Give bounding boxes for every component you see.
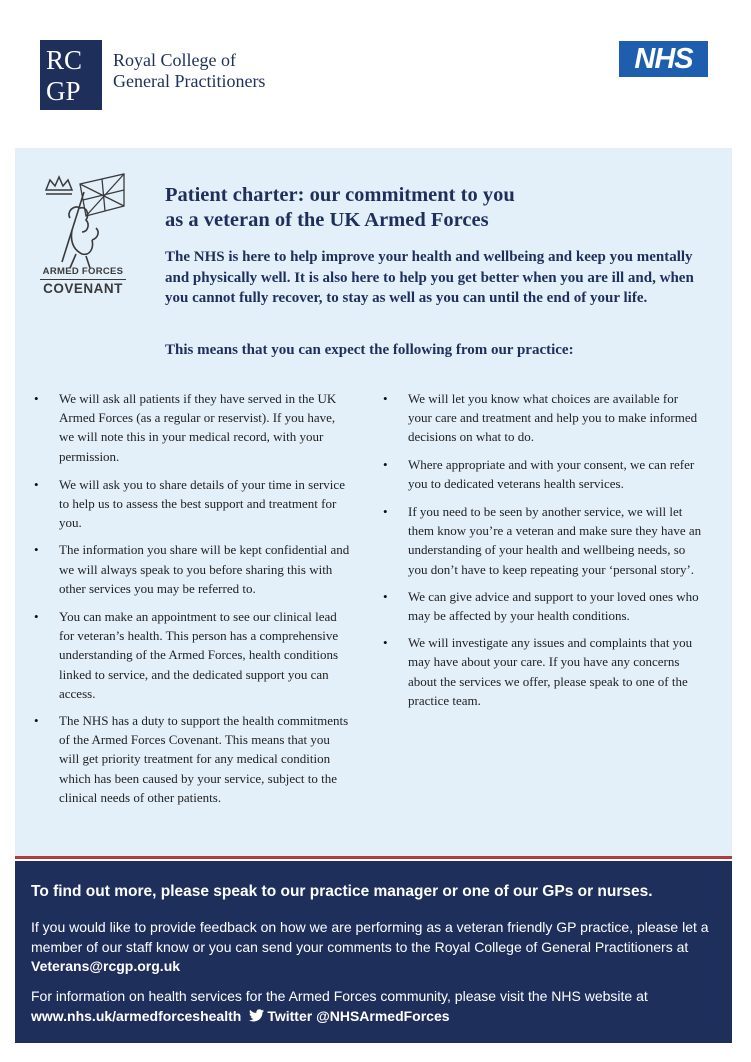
intro-paragraph: The NHS is here to help improve your health and wellbeing and keep you mentally and physically well. It is also here to help you get better when you are ill and, when you cannot fully recover, to stay as well as you can until the end of your life. xyxy=(165,249,694,306)
rcgp-name-line2: General Practitioners xyxy=(113,71,266,91)
rcgp-logo-line2: GP xyxy=(46,76,81,106)
footer-info-paragraph xyxy=(31,987,721,1026)
footer-feedback-paragraph xyxy=(31,918,721,977)
twitter-link[interactable]: Twitter @NHSArmedForces xyxy=(267,1007,450,1024)
list-item: • The information you share will be kept confidential and we will always speak to you before sharing this with other services you may be referred to. xyxy=(34,540,352,598)
covenant-label-armed-forces: ARMED FORCES xyxy=(42,266,124,277)
list-item: • We will ask you to share details of your time in service to help us to assess the best support and treatment for you. xyxy=(34,475,352,533)
list-item: • We will investigate any issues and complaints that you may have about your care. If you have any concerns about the services we offer, please speak to one of the practice team. xyxy=(383,633,703,710)
feedback-email-link[interactable]: Veterans@rcgp.org.uk xyxy=(31,958,181,974)
footer-heading: To find out more, please speak to our practice manager or one of our GPs or nurses. xyxy=(31,883,653,900)
rcgp-name xyxy=(113,50,265,92)
list-item: • If you need to be seen by another service, we will let them know you’re a veteran and make sure they have an understanding of your health and wellbeing needs, so you don’t have to keep repeating your ‘personal story’. xyxy=(383,502,703,579)
footer-info-text: For information on health services for the Armed Forces community, please visit the NHS website at xyxy=(31,988,648,1004)
list-item: • We will ask all patients if they have served in the UK Armed Forces (as a regular or reservist). If you have, we will note this in your medical record, with your permission. xyxy=(34,389,352,466)
covenant-label-covenant: COVENANT xyxy=(43,281,123,296)
expect-heading: This means that you can expect the following from our practice: xyxy=(165,342,574,358)
left-bullet-list xyxy=(34,389,352,807)
rcgp-name-line1: Royal College of xyxy=(113,50,236,70)
nhs-website-link[interactable]: www.nhs.uk/armedforceshealth xyxy=(31,1007,242,1024)
title-line-1: Patient charter: our commitment to you xyxy=(165,184,515,206)
right-bullet-list xyxy=(383,389,703,710)
list-item: • The NHS has a duty to support the health commitments of the Armed Forces Covenant. This means that you will get priority treatment for any medical condition which has been caused by your service, subject to the clinical needs of other patients. xyxy=(34,711,352,807)
page-title xyxy=(165,183,725,233)
list-item: • You can make an appointment to see our clinical lead for veteran’s health. This person has a comprehensive understanding of the Armed Forces, health conditions linked to service, and the dedicated support you can access. xyxy=(34,607,352,703)
list-item: • We will let you know what choices are available for your care and treatment and help you to make informed decisions on what to do. xyxy=(383,389,703,447)
rcgp-logo-line1: RC xyxy=(46,45,83,75)
title-line-2: as a veteran of the UK Armed Forces xyxy=(165,209,489,231)
rcgp-logo-mark xyxy=(40,40,102,110)
nhs-logo: NHS xyxy=(619,41,708,77)
covenant-divider xyxy=(40,279,126,280)
twitter-bird-icon xyxy=(249,1009,264,1022)
footer xyxy=(15,861,732,1043)
list-item: • We can give advice and support to your loved ones who may be affected by your health conditions. xyxy=(383,587,703,625)
list-item: • Where appropriate and with your consent, we can refer you to dedicated veterans health services. xyxy=(383,455,703,493)
footer-feedback-text: If you would like to provide feedback on how we are performing as a veteran friendly GP practice, please let a member of our staff know or you can send your comments to the Royal College of General Practitioners at xyxy=(31,919,709,955)
